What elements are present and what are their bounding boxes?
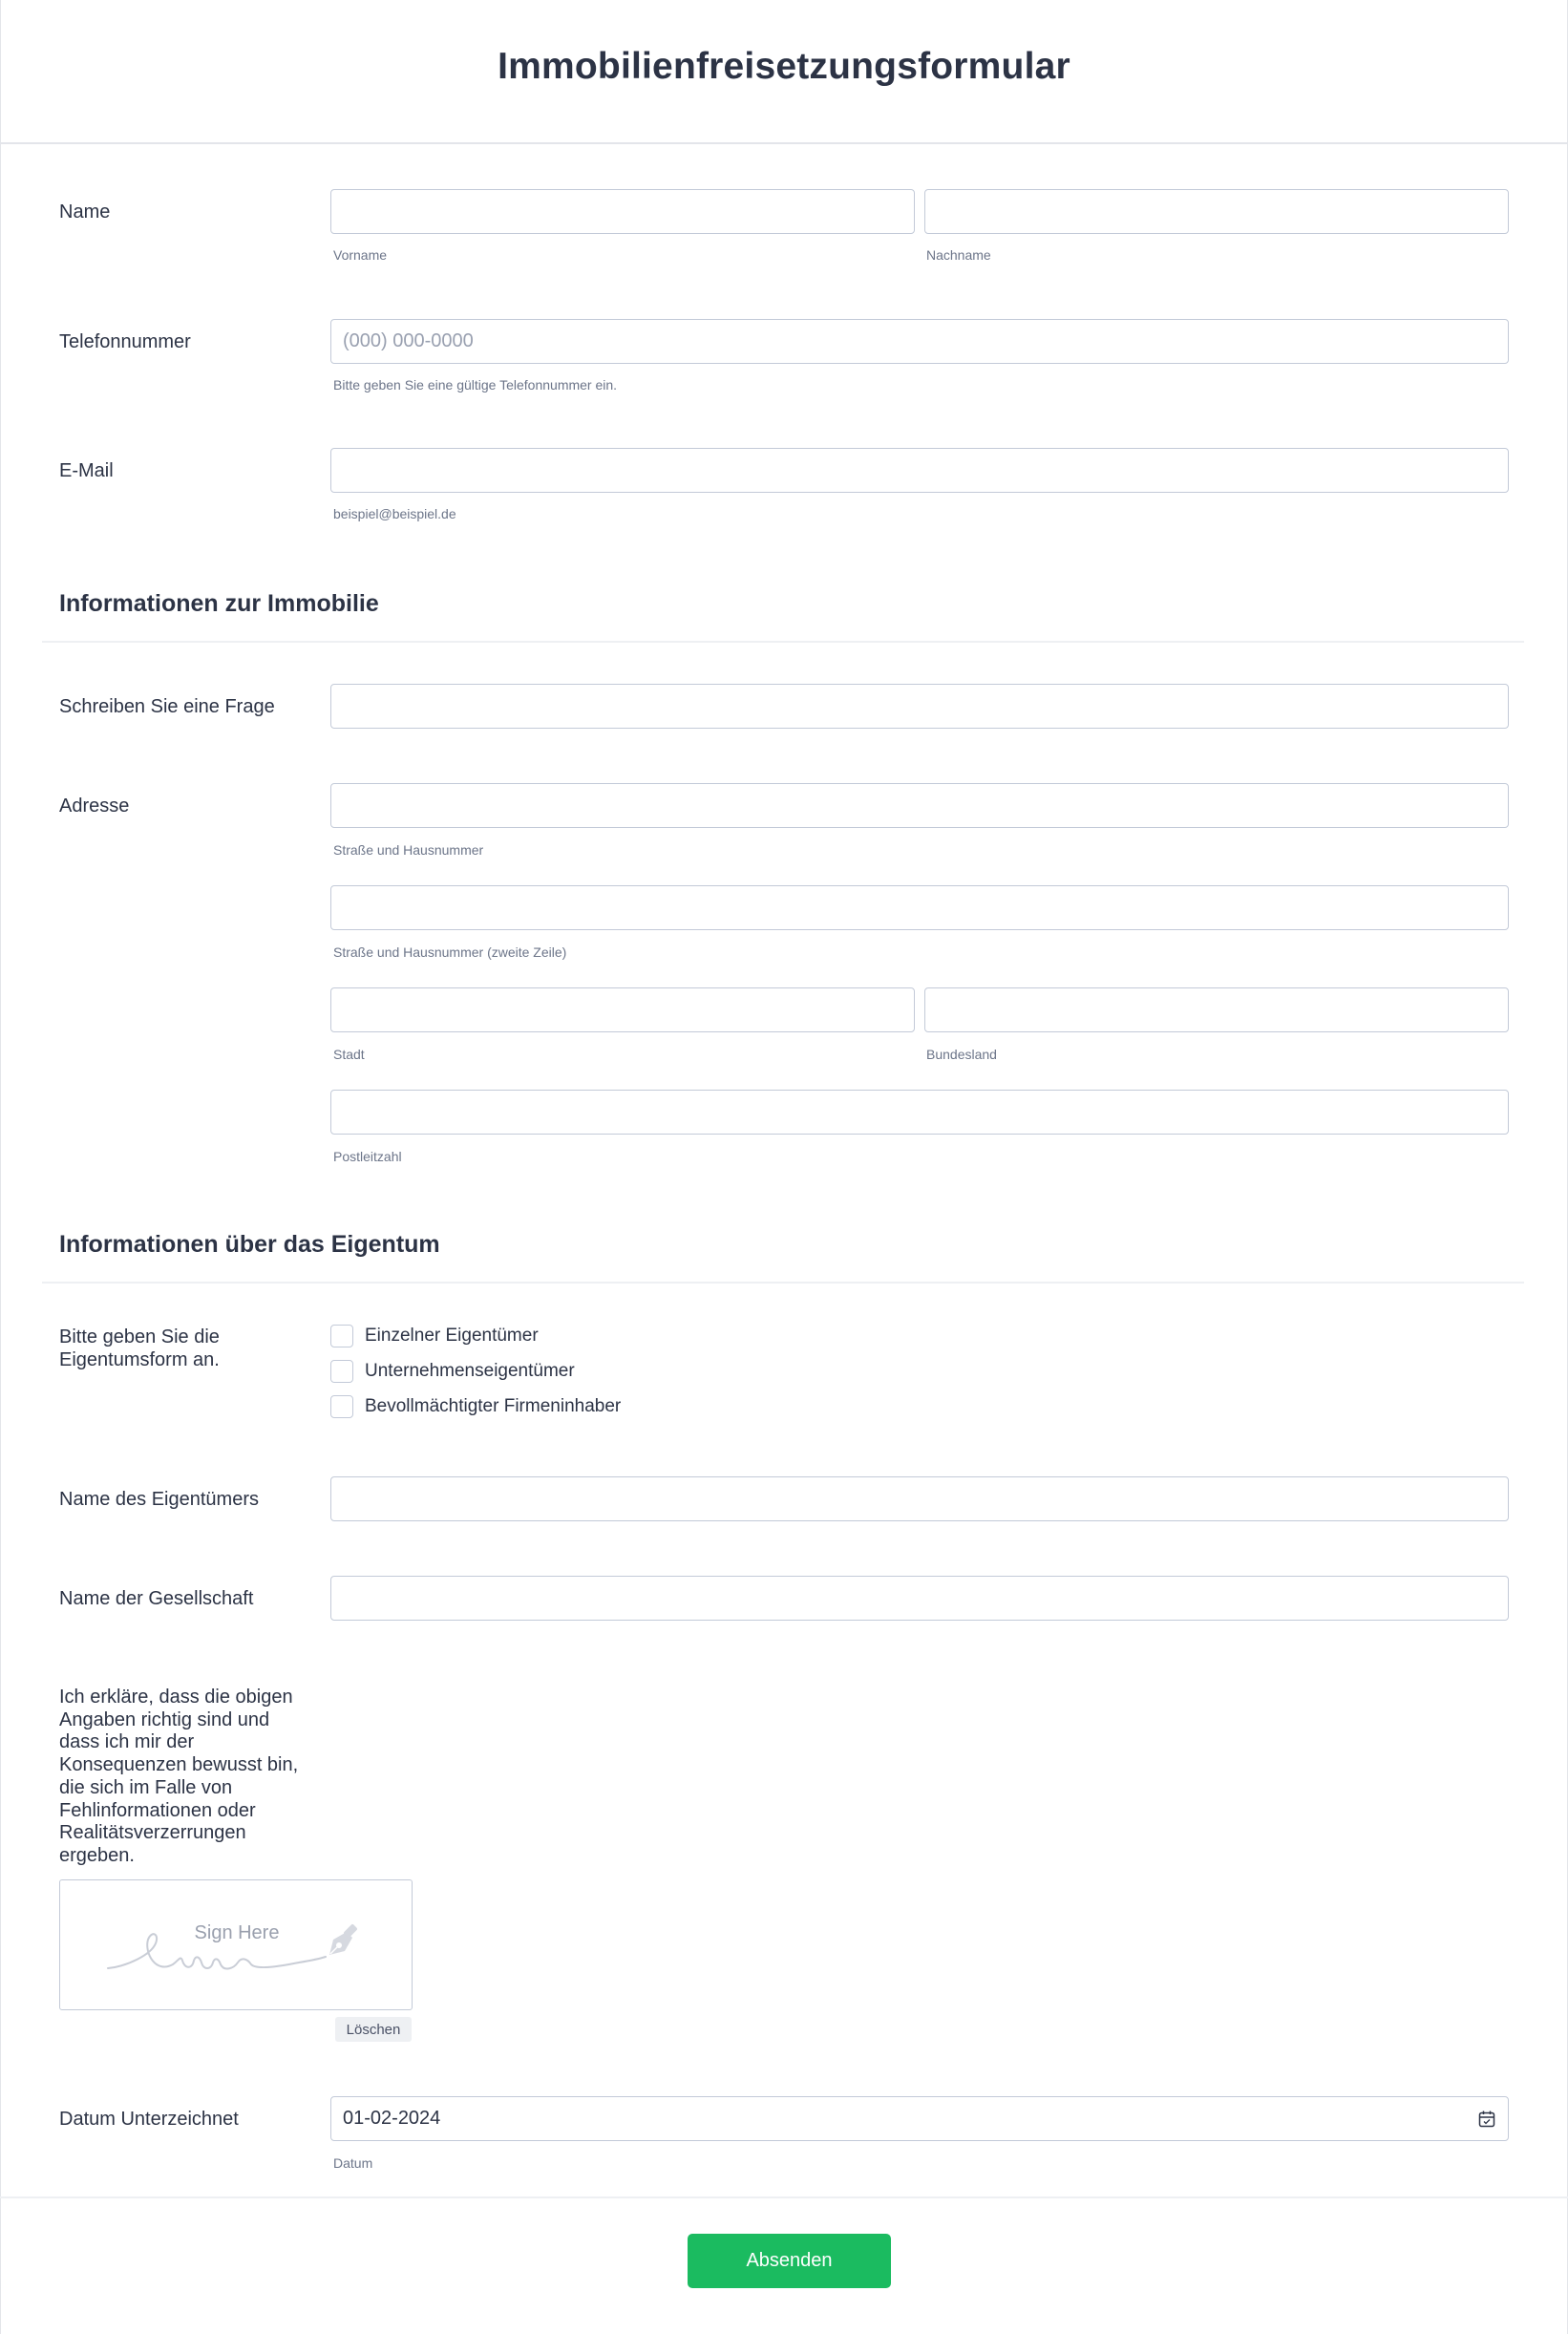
- date-sublabel: Datum: [333, 2155, 373, 2171]
- email-label: E-Mail: [59, 460, 114, 481]
- city-sublabel: Stadt: [333, 1047, 365, 1062]
- email-hint: beispiel@beispiel.de: [333, 506, 456, 521]
- date-input[interactable]: [330, 2096, 1509, 2141]
- checkbox[interactable]: [330, 1360, 353, 1383]
- section-divider: [42, 641, 1524, 643]
- first-name-sublabel: Vorname: [333, 247, 388, 263]
- clear-signature-button[interactable]: Löschen: [335, 2017, 412, 2042]
- checkbox-label: Einzelner Eigentümer: [365, 1326, 539, 1346]
- address-label: Adresse: [59, 796, 130, 817]
- street-sublabel: Straße und Hausnummer: [333, 842, 484, 858]
- checkbox-label: Unternehmenseigentümer: [365, 1361, 575, 1381]
- checkbox[interactable]: [330, 1325, 353, 1347]
- pen-nib-icon: [322, 1920, 364, 1963]
- form-title: Immobilienfreisetzungsformular: [498, 46, 1070, 87]
- phone-hint: Bitte geben Sie eine gültige Telefonnummer ein.: [333, 377, 618, 393]
- state-input[interactable]: [924, 987, 1509, 1032]
- street2-sublabel: Straße und Hausnummer (zweite Zeile): [333, 944, 567, 960]
- owner-name-input[interactable]: [330, 1476, 1509, 1521]
- section-title-ownership: Informationen über das Eigentum: [59, 1231, 440, 1258]
- declaration-line: ergeben.: [59, 1844, 135, 1866]
- last-name-sublabel: Nachname: [926, 247, 991, 263]
- frame-left-border: [0, 0, 1, 2334]
- checkbox[interactable]: [330, 1395, 353, 1418]
- company-name-label: Name der Gesellschaft: [59, 1588, 254, 1609]
- date-label: Datum Unterzeichnet: [59, 2109, 239, 2130]
- section-title-property: Informationen zur Immobilie: [59, 590, 379, 617]
- owner-name-label: Name des Eigentümers: [59, 1489, 259, 1510]
- ownership-type-label-line: Eigentumsform an.: [59, 1349, 220, 1370]
- name-label: Name: [59, 202, 111, 223]
- option-authorized-owner[interactable]: [330, 1394, 621, 1419]
- footer-divider: [0, 2196, 1568, 2198]
- signature-pad[interactable]: [59, 1879, 413, 2010]
- question-label: Schreiben Sie eine Frage: [59, 696, 275, 717]
- declaration-line: die sich im Falle von: [59, 1776, 233, 1798]
- declaration-line: Konsequenzen bewusst bin,: [59, 1754, 299, 1776]
- street2-input[interactable]: [330, 885, 1509, 930]
- state-sublabel: Bundesland: [926, 1047, 997, 1062]
- declaration-line: dass ich mir der: [59, 1731, 195, 1753]
- ownership-type-label: [59, 1326, 327, 1371]
- date-value: 01-02-2024: [343, 2108, 441, 2129]
- checkbox-label: Bevollmächtigter Firmeninhaber: [365, 1396, 622, 1416]
- declaration-line: Angaben richtig sind und: [59, 1708, 270, 1730]
- declaration-label: [59, 1687, 327, 1868]
- last-name-input[interactable]: [924, 189, 1509, 234]
- first-name-input[interactable]: [330, 189, 915, 234]
- street-input[interactable]: [330, 783, 1509, 828]
- phone-label: Telefonnummer: [59, 331, 191, 352]
- signature-hint: Sign Here: [194, 1922, 280, 1943]
- option-single-owner[interactable]: [330, 1324, 539, 1348]
- phone-input[interactable]: [330, 319, 1509, 364]
- email-input[interactable]: [330, 448, 1509, 493]
- declaration-line: Ich erkläre, dass die obigen: [59, 1687, 293, 1708]
- declaration-line: Fehlinformationen oder: [59, 1799, 256, 1821]
- city-input[interactable]: [330, 987, 915, 1032]
- zip-input[interactable]: [330, 1090, 1509, 1135]
- section-divider: [42, 1282, 1524, 1284]
- declaration-line: Realitätsverzerrungen: [59, 1822, 246, 1844]
- calendar-icon[interactable]: [1477, 2110, 1496, 2129]
- company-name-input[interactable]: [330, 1576, 1509, 1621]
- option-company-owner[interactable]: [330, 1359, 575, 1384]
- submit-button[interactable]: Absenden: [688, 2234, 891, 2288]
- ownership-type-label-line: Bitte geben Sie die: [59, 1326, 220, 1347]
- zip-sublabel: Postleitzahl: [333, 1149, 402, 1164]
- phone-placeholder: (000) 000-0000: [343, 330, 474, 351]
- question-input[interactable]: [330, 684, 1509, 729]
